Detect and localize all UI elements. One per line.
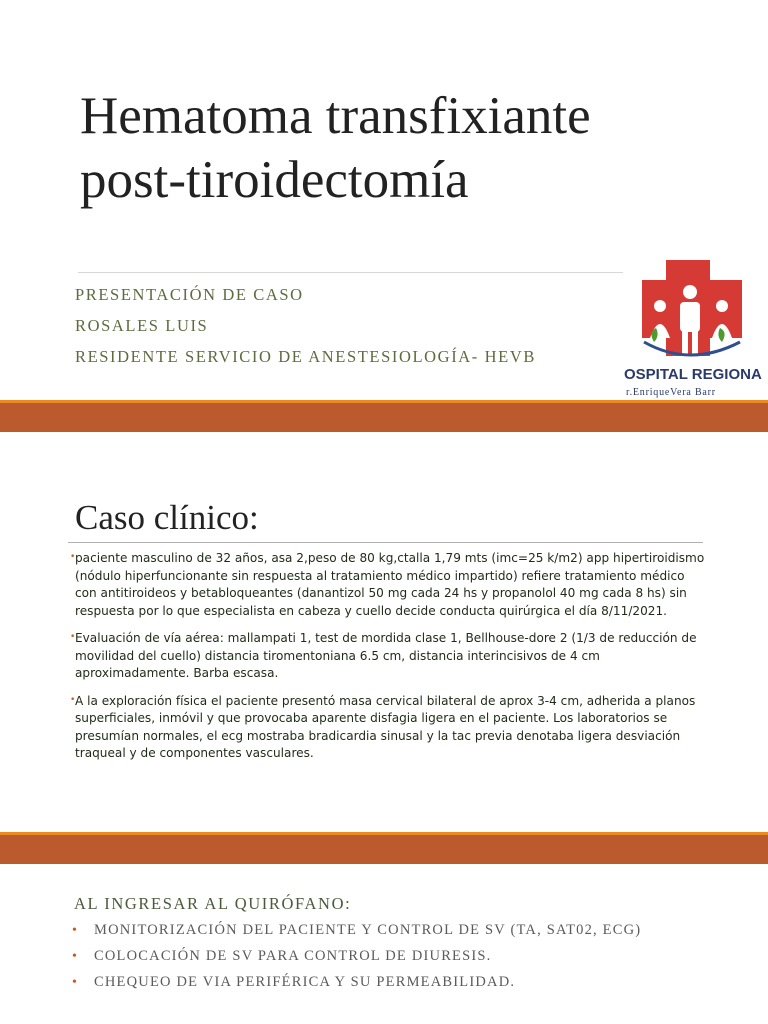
section-heading: AL INGRESAR AL QUIRÓFANO: [74, 894, 352, 913]
slide-clinical-case [0, 432, 768, 832]
heading-divider [68, 542, 703, 543]
list-item [72, 974, 692, 991]
subtitle-line: RESIDENTE SERVICIO DE ANESTESIOLOGÍA- HEVB [75, 347, 536, 366]
list-item [72, 948, 692, 965]
hospital-logo-text: OSPITAL REGIONA [624, 366, 762, 383]
separator-highlight [0, 832, 768, 835]
slide-separator [0, 400, 768, 432]
separator-highlight [0, 400, 768, 403]
case-paragraphs [70, 550, 710, 773]
paragraph-text: paciente masculino de 32 años, asa 2,peso de 80 kg,ctalla 1,79 mts (imc=25 k/m2) app hipertiroidismo (nódulo hiperfuncionante sin respuesta al tratamiento médico impartido) refiere tratamiento médico con antitiroideos y betabloqueantes (danantizol 50 mg cada 24 hs y propanolol 40 mg cada 8 hs) sin respuesta por lo que especialista en cabeza y cuello decide conducta quirúrgica el día 8/11/2021. [75, 551, 705, 618]
slide-title [0, 0, 768, 400]
list-item-text: CHEQUEO DE VIA PERIFÉRICA Y SU PERMEABILIDAD. [94, 974, 516, 990]
subtitle-block [75, 284, 536, 377]
bullet-icon: • [70, 694, 76, 705]
title-line-2: post-tiroidectomía [80, 151, 469, 209]
procedure-list [72, 922, 692, 1000]
list-item [72, 922, 692, 939]
case-paragraph [70, 693, 710, 763]
presentation-title [80, 84, 720, 212]
case-paragraph [70, 630, 710, 683]
title-line-1: Hematoma transfixiante [80, 87, 591, 145]
bullet-icon: • [72, 975, 79, 990]
hospital-logo-subtext: r.EnriqueVera Barr [626, 387, 716, 398]
bullet-icon: • [72, 923, 79, 938]
slide-separator [0, 832, 768, 864]
paragraph-text: A la exploración física el paciente presentó masa cervical bilateral de aprox 3-4 cm, adherida a planos superficiales, inmóvil y que provocaba aparente disfagia ligera en el paciente. Los laboratorios se presumían normales, el ecg mostraba bradicardia sinusal y la tac previa denotaba ligera desviación traqueal y de componentes vasculares. [75, 693, 696, 760]
bullet-icon: • [72, 949, 79, 964]
paragraph-text: Evaluación de vía aérea: mallampati 1, test de mordida clase 1, Bellhouse-dore 2 (1/3 de reducción de movilidad del cuello) distancia tiromentoniana 6.5 cm, distancia interincisivos de 4 cm aproximadamente. Barba escasa. [75, 631, 697, 680]
title-divider [78, 272, 623, 273]
slide-operating-room [0, 864, 768, 1024]
subtitle-line: PRESENTACIÓN DE CASO [75, 285, 304, 304]
list-item-text: COLOCACIÓN DE SV PARA CONTROL DE DIURESIS. [94, 948, 492, 964]
subtitle-line: ROSALES LUIS [75, 316, 209, 335]
list-item-text: MONITORIZACIÓN DEL PACIENTE Y CONTROL DE SV (TA, SAT02, ECG) [94, 922, 642, 938]
case-paragraph [70, 550, 710, 620]
bullet-icon: • [70, 632, 76, 642]
bullet-icon: • [70, 552, 76, 562]
section-heading: Caso clínico: [75, 498, 259, 537]
